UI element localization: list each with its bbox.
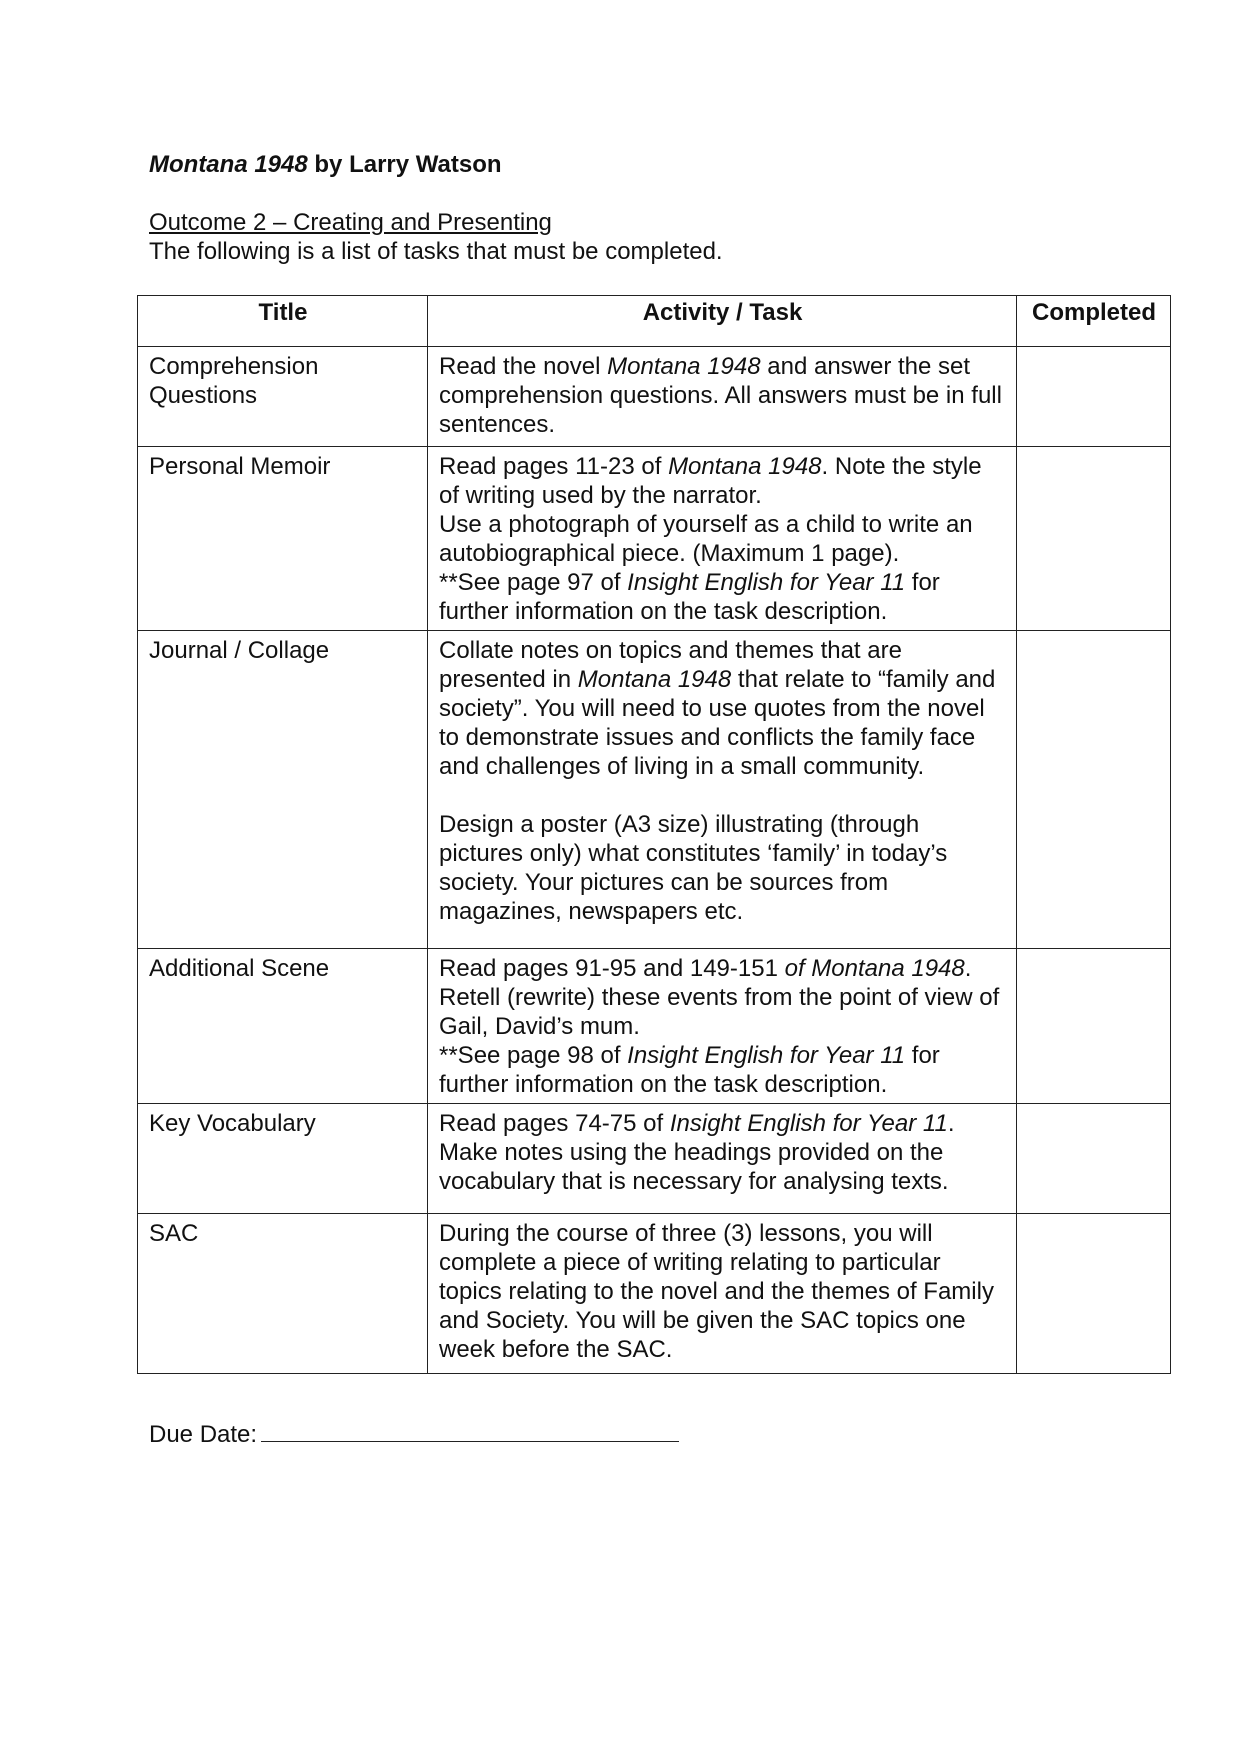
task-text: and answer the set comprehension questions. All answers must be in full sentences. (439, 353, 1002, 438)
table-row (138, 949, 1171, 1104)
table-row (138, 1104, 1171, 1214)
due-date-blank-line[interactable] (261, 1417, 679, 1442)
row-task (428, 347, 1017, 447)
task-text: **See page 97 of (439, 569, 628, 596)
title-author: by Larry Watson (307, 151, 502, 178)
row-title: Personal Memoir (138, 447, 428, 631)
header-completed: Completed (1017, 296, 1171, 347)
task-paragraph (439, 1109, 1006, 1196)
document-title (149, 150, 502, 180)
task-text-italic: Insight English for Year 11 (669, 1110, 948, 1137)
task-text: **See page 98 of (439, 1042, 628, 1069)
task-paragraph (439, 810, 1006, 926)
task-text: Read pages 11-23 of (439, 453, 669, 480)
table-body (138, 347, 1171, 1374)
completed-cell[interactable] (1017, 347, 1171, 447)
due-date-label: Due Date: (149, 1421, 258, 1448)
task-text-italic: Montana 1948 (577, 666, 732, 693)
task-paragraph (439, 1041, 1006, 1099)
completed-cell[interactable] (1017, 949, 1171, 1104)
task-paragraph (439, 452, 1006, 510)
completed-cell[interactable] (1017, 1104, 1171, 1214)
table-row (138, 347, 1171, 447)
header-activity-task: Activity / Task (428, 296, 1017, 347)
task-paragraph (439, 954, 1006, 1041)
task-text: for further information on the task description. (439, 569, 940, 625)
row-task (428, 949, 1017, 1104)
row-title: Additional Scene (138, 949, 428, 1104)
due-date (149, 1417, 679, 1450)
task-text-italic: Montana 1948 (607, 353, 761, 380)
row-task (428, 1214, 1017, 1374)
task-text-italic: Insight English for Year 11 (627, 569, 906, 596)
task-paragraph (439, 568, 1006, 626)
row-title: Comprehension Questions (138, 347, 428, 447)
table-header-row (138, 296, 1171, 347)
row-task (428, 1104, 1017, 1214)
task-text: Use a photograph of yourself as a child to write an autobiographical piece. (Maximum 1 page). (439, 511, 973, 567)
table-row (138, 447, 1171, 631)
row-title: SAC (138, 1214, 428, 1374)
task-text: Design a poster (A3 size) illustrating (through pictures only) what constitutes ‘family’ in today’s society. Your pictures can be sources from magazines, newspapers etc. (439, 811, 948, 925)
task-table (137, 295, 1171, 1374)
task-text-italic: of Montana 1948 (784, 955, 965, 982)
header-title: Title (138, 296, 428, 347)
row-title: Journal / Collage (138, 631, 428, 949)
title-novel-name: Montana 1948 (149, 151, 308, 178)
table-row (138, 631, 1171, 949)
row-task (428, 631, 1017, 949)
task-text: Read pages 91-95 and 149-151 (439, 955, 785, 982)
task-text: for further information on the task description. (439, 1042, 940, 1098)
task-text-italic: Insight English for Year 11 (627, 1042, 906, 1069)
task-paragraph (439, 636, 1006, 781)
task-text: During the course of three (3) lessons, you will complete a piece of writing relating to particular topics relating to the novel and the themes of Family and Society. You will be given the SAC topics one week before the SAC. (439, 1220, 994, 1363)
task-text: Collate notes on topics and themes that are presented in (439, 637, 902, 693)
task-text: . Note the style of writing used by the narrator. (439, 453, 982, 509)
task-paragraph (439, 510, 1006, 568)
task-paragraph (439, 1219, 1006, 1364)
task-text: that relate to “family and society”. You will need to use quotes from the novel to demonstrate issues and conflicts the family face and challenges of living in a small community. (439, 666, 996, 780)
task-text: Read pages 74-75 of (439, 1110, 670, 1137)
task-text-italic: Montana 1948 (668, 453, 822, 480)
task-text: . Make notes using the headings provided on the vocabulary that is necessary for analysing texts. (439, 1110, 955, 1195)
completed-cell[interactable] (1017, 631, 1171, 949)
row-title: Key Vocabulary (138, 1104, 428, 1214)
task-paragraph (439, 352, 1006, 439)
completed-cell[interactable] (1017, 447, 1171, 631)
completed-cell[interactable] (1017, 1214, 1171, 1374)
task-text: . Retell (rewrite) these events from the point of view of Gail, David’s mum. (439, 955, 1000, 1040)
task-text: Read the novel (439, 353, 608, 380)
table-row (138, 1214, 1171, 1374)
intro-text: The following is a list of tasks that must be completed. (149, 238, 723, 265)
paragraph-gap (439, 781, 1006, 810)
row-task (428, 447, 1017, 631)
outcome-subtitle: Outcome 2 – Creating and Presenting (149, 209, 552, 236)
